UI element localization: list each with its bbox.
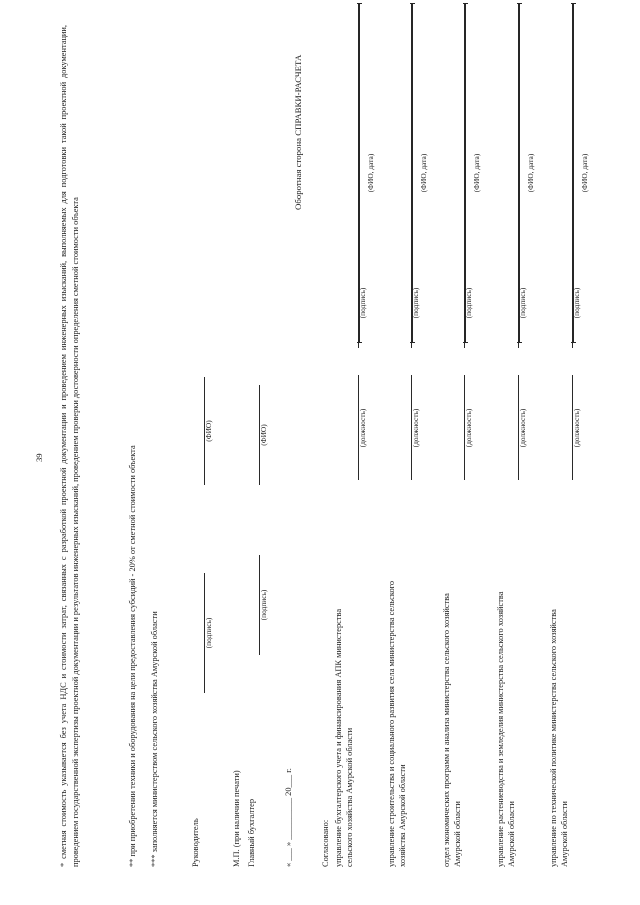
- footnote-equipment: ** при приобретении техники и оборудования на цели предоставления субсидий - 20% от сметной стоимости объекта: [128, 445, 137, 867]
- dept2-name-date-caption: (ФИО, дата): [419, 153, 428, 193]
- dept1-position-caption: (должность): [358, 408, 367, 448]
- dept5-name-date-line: [572, 3, 574, 343]
- dept3-position-caption: (должность): [464, 408, 473, 448]
- director-label: Руководитель: [191, 818, 200, 867]
- dept4-name-date-line: [518, 3, 520, 343]
- reverse-side-heading: Оборотная сторона СПРАВКИ-РАСЧЕТА: [293, 54, 303, 210]
- dept-tech-policy-label: управление по технической политике министерства сельского хозяйства Амурской области: [549, 609, 570, 867]
- approval-heading: Согласовано:: [321, 819, 330, 867]
- dept2-signature-caption: (подпись): [411, 287, 420, 319]
- dept-accounting-label: управление бухгалтерского учета и финансирования АПК министерства сельского хозяйства Амурской области: [334, 608, 355, 867]
- dept4-signature-caption: (подпись): [518, 287, 527, 319]
- chief-accountant-label: Главный бухгалтер: [247, 798, 256, 867]
- footnote-ministry: *** заполняется министерством сельского хозяйства Амурской области: [150, 611, 159, 867]
- dept1-name-date-line: [358, 3, 360, 343]
- accountant-signature-caption: (подпись): [259, 589, 268, 621]
- director-name-caption: (ФИО): [204, 420, 213, 442]
- dept2-name-date-line: [411, 3, 413, 343]
- dept2-position-caption: (должность): [411, 408, 420, 448]
- dept3-name-date-line: [464, 3, 466, 343]
- dept-crops-label: управление растениеводства и земледелия министерства сельского хозяйства Амурской области: [496, 591, 517, 867]
- dept5-position-caption: (должность): [572, 408, 581, 448]
- dept-construction-label: управление строительства и социального развития села министерства сельского хозяйства Амурской области: [387, 580, 408, 867]
- dept3-signature-caption: (подпись): [464, 287, 473, 319]
- dept-economics-label: отдел экономических программ и анализа министерства сельского хозяйства Амурской области: [442, 593, 463, 867]
- dept1-signature-caption: (подпись): [358, 287, 367, 319]
- dept1-name-date-caption: (ФИО, дата): [366, 153, 375, 193]
- footnote-estimate-cost: * сметная стоимость указывается без учета НДС и стоимости затрат, связанных с разработкой проектной документации и проведением инженерных изысканий, выполняемых для подготовки такой проектной документации, проведением государственной экспертизы проектной документации и результатов инженерных изысканий, проведением проверки достоверности определения сметной стоимости объекта: [59, 25, 80, 867]
- dept5-name-date-caption: (ФИО, дата): [580, 153, 589, 193]
- date-line: « ___ » __________ 20___ г.: [284, 768, 293, 867]
- dept4-name-date-caption: (ФИО, дата): [526, 153, 535, 193]
- accountant-name-caption: (ФИО): [259, 424, 268, 446]
- director-signature-caption: (подпись): [204, 617, 213, 649]
- page-number: 39: [34, 453, 44, 462]
- dept5-signature-caption: (подпись): [572, 287, 581, 319]
- dept4-position-caption: (должность): [518, 408, 527, 448]
- stamp-label: М.П. (при наличии печати): [232, 770, 241, 867]
- dept3-name-date-caption: (ФИО, дата): [472, 153, 481, 193]
